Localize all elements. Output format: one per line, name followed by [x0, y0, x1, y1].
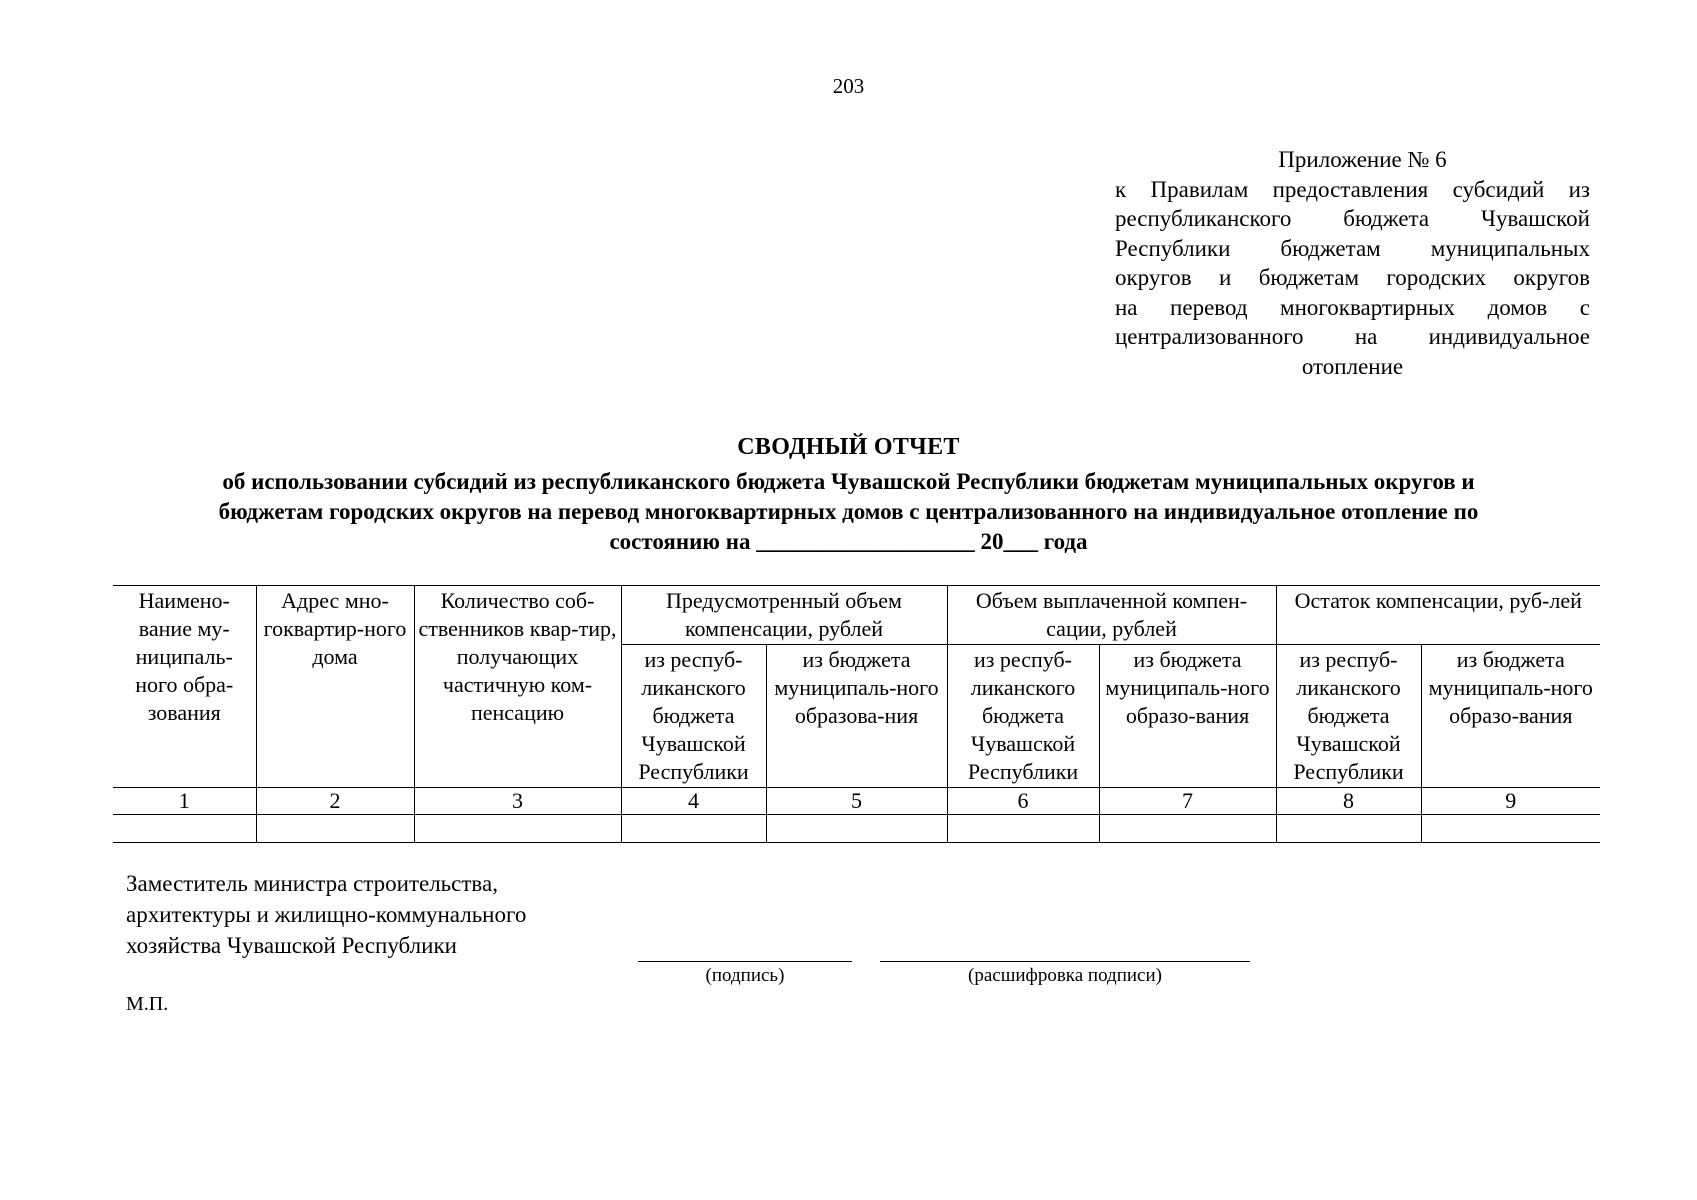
- annex-title: Приложение № 6: [1278, 147, 1447, 172]
- annex-line: централизованного на индивидуальное: [1115, 324, 1590, 349]
- column-number: 3: [414, 788, 621, 815]
- table-cell: [766, 815, 947, 843]
- subheader-republic-budget: из респуб-ликанского бюджета Чувашской Республики: [1276, 645, 1421, 788]
- transcript-caption: (расшифровка подписи): [968, 965, 1162, 986]
- annex-line: на перевод многоквартирных домов с: [1115, 294, 1590, 320]
- subheader-republic-budget: из респуб-ликанского бюджета Чувашской Республики: [947, 645, 1099, 788]
- annex-line: округов и бюджетам городских округов: [1115, 265, 1590, 290]
- report-title: СВОДНЫЙ ОТЧЕТ: [737, 434, 960, 460]
- column-number: 6: [947, 788, 1099, 815]
- page-number: 203: [832, 74, 865, 98]
- table-cell: [414, 815, 621, 843]
- annex-line: республиканского бюджета Чувашской: [1115, 206, 1590, 231]
- column-number: 1: [113, 788, 256, 815]
- annex-line: отопление: [1301, 353, 1404, 379]
- stamp-place: М.П.: [126, 993, 169, 1015]
- signer-line: хозяйства Чувашской Республики: [126, 933, 457, 958]
- report-subtitle: [110, 467, 1587, 557]
- header-owners-count: Количество соб-ственников квар-тир, получающих частичную ком-пенсацию: [414, 586, 621, 788]
- table-cell: [1099, 815, 1276, 843]
- annex-line: Республики бюджетам муниципальных: [1115, 235, 1590, 261]
- signer-line: архитектуры и жилищно-коммунального: [126, 902, 527, 927]
- column-number: 2: [256, 788, 414, 815]
- report-table: [113, 585, 1600, 843]
- table-cell: [256, 815, 414, 843]
- table-cell: [621, 815, 766, 843]
- column-number: 8: [1276, 788, 1421, 815]
- signer-line: Заместитель министра строительства,: [126, 871, 498, 896]
- column-number: 4: [621, 788, 766, 815]
- report-subtitle-line: об использовании субсидий из республиканского бюджета Чувашской Республики бюджетам муниципальных округов и: [222, 469, 1475, 494]
- subheader-municipal-budget: из бюджета муниципаль-ного образо-вания: [1421, 645, 1600, 788]
- header-remaining-compensation: Остаток компенсации, руб-лей: [1276, 586, 1600, 645]
- table-cell: [1276, 815, 1421, 843]
- table-header-row: [113, 586, 1600, 645]
- subheader-municipal-budget: из бюджета муниципаль-ного образова-ния: [766, 645, 947, 788]
- signature-caption: (подпись): [705, 965, 785, 986]
- table-row: [113, 815, 1600, 843]
- report-subtitle-line: состоянию на ___________________ 20___ года: [609, 529, 1088, 554]
- signature-line: [638, 961, 852, 962]
- subheader-republic-budget: из респуб-ликанского бюджета Чувашской Республики: [621, 645, 766, 788]
- annex-block: [1115, 145, 1590, 381]
- subheader-municipal-budget: из бюджета муниципаль-ного образо-вания: [1099, 645, 1276, 788]
- transcript-line: [880, 961, 1250, 962]
- header-address: Адрес мно-гоквартир-ного дома: [256, 586, 414, 788]
- report-subtitle-line: бюджетам городских округов на перевод многоквартирных домов с централизованного на индивидуальное отопление по: [218, 499, 1479, 524]
- annex-line: к Правилам предоставления субсидий из: [1115, 176, 1590, 202]
- column-number: 9: [1421, 788, 1600, 815]
- header-paid-compensation: Объем выплаченной компен-сации, рублей: [947, 586, 1276, 645]
- column-number: 5: [766, 788, 947, 815]
- signer-title: [126, 868, 526, 961]
- table-cell: [947, 815, 1099, 843]
- header-municipality: Наимено-вание му-ниципаль-ного обра-зования: [113, 586, 256, 788]
- header-planned-compensation: Предусмотренный объем компенсации, рублей: [621, 586, 947, 645]
- column-number: 7: [1099, 788, 1276, 815]
- table-cell: [1421, 815, 1600, 843]
- column-number-row: [113, 788, 1600, 815]
- table-cell: [113, 815, 256, 843]
